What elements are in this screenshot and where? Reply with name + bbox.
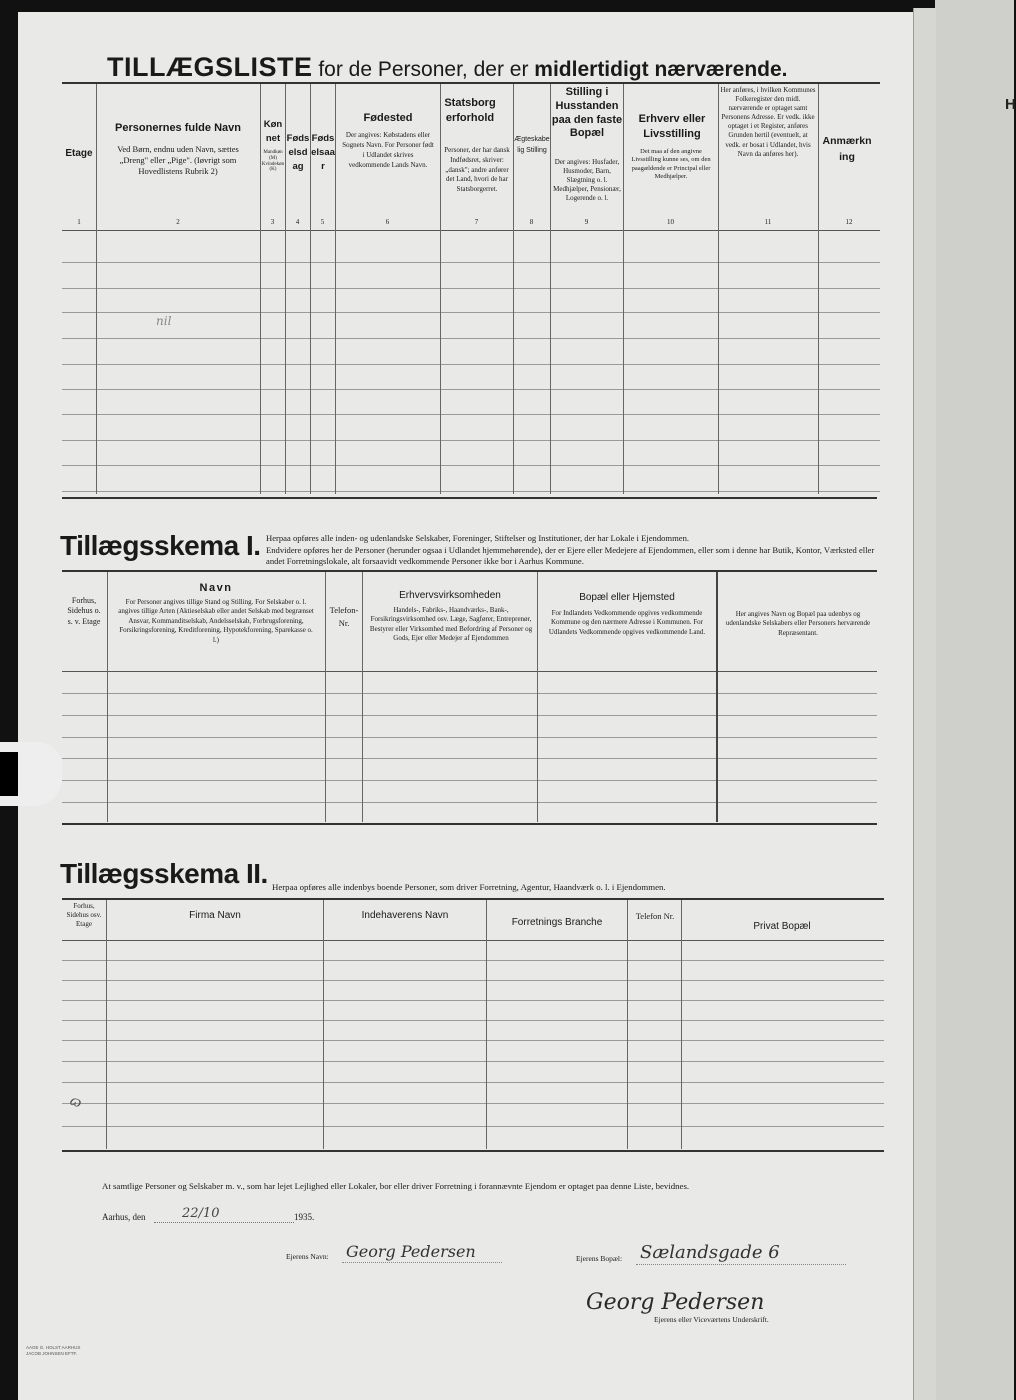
- skema1-col-etage: Forhus, Sidehus o. s. v. Etage: [67, 596, 101, 626]
- col-household-desc: Der angives: Husfader, Husmoder, Barn, Slægtning o. l. Medhjælper, Pensionær, Logerende o. l.: [553, 158, 621, 203]
- footer-statement: At samtlige Personer og Selskaber m. v., som har lejet Lejlighed eller Lokaler, bor eller driver Forretning i forannævnte Ejendom er optaget paa denne Liste, bevidnes.: [102, 1181, 690, 1191]
- signature-handwritten: Georg Pedersen: [586, 1290, 765, 1315]
- skema2-handwritten-mark: ɷ: [67, 1092, 84, 1112]
- col-marital-header: Ægteskabelig Stilling: [514, 136, 550, 155]
- skema1-col-business-header: Erhvervsvirksomheden: [399, 590, 501, 601]
- col-occupation-header: Erhverv eller Livsstilling: [638, 113, 706, 140]
- col-num-7: 7: [474, 218, 479, 226]
- col-etage-header: Etage: [65, 148, 93, 159]
- col-remark-header: Anmærkning: [822, 135, 872, 163]
- skema2-col-etage: Forhus, Sidehus osv. Etage: [66, 902, 102, 928]
- owner-name-label: Ejerens Navn:: [286, 1252, 329, 1261]
- date-line: [102, 1206, 322, 1224]
- skema1-col-representative-desc: Her angives Navn og Bopæl paa udenbys og udenlandske Selskabers eller Personers herværende Repræsentant.: [725, 610, 871, 637]
- date-handwritten: 22/10: [182, 1206, 220, 1221]
- col-birthplace-header: Fødested: [363, 112, 413, 124]
- col-sex-header: Kønnet: [263, 119, 283, 145]
- skema1-col-residence-header: Bopæl eller Hjemsted: [579, 592, 675, 603]
- col-num-1: 1: [77, 218, 81, 226]
- date-place-label: Aarhus, den: [102, 1212, 146, 1222]
- tab-shadow: [0, 752, 18, 796]
- col-citizenship-desc: Personer, der har dansk Indfødsret, skriver: „dansk"; andre anfører det Land, hvori de har Statsborgerret.: [444, 146, 510, 194]
- main-title: [107, 52, 847, 83]
- skema2-intro: Herpaa opføres alle indenbys boende Personer, som driver Forretning, Agentur, Haandværk o. l. i Ejendommen.: [272, 882, 666, 892]
- col-birthyear-header: Fødselsaar: [311, 133, 335, 172]
- page-edge: [913, 8, 936, 1400]
- col-birthday-header: Fødselsdag: [286, 133, 310, 172]
- col-name-desc: Ved Børn, endnu uden Navn, sættes „Dreng" eller „Pige". (Iøvrigt som Hovedlistens Rubrik 2): [117, 144, 239, 177]
- skema1-col-residence-desc: For Indlandets Vedkommende opgives vedkommende Kommune og den nærmere Adresse i Kommunen. For Udlandets Vedkommende opgives vedkommende Land.: [548, 609, 706, 636]
- skema1-intro-1: Herpaa opføres alle inden- og udenlandske Selskaber, Foreninger, Stiftelser og Institutioner, der har Lokale i Ejendommen.: [266, 533, 690, 543]
- col-num-5: 5: [320, 218, 325, 226]
- col-name-header: Personernes fulde Navn: [115, 122, 241, 134]
- skema1-title: Tillægsskema I.: [60, 530, 261, 561]
- col-birthplace-desc: Der angives: Købstadens eller Sognets Navn. For Personer født i Udlandet skrives vedkommende Lands Navn.: [342, 131, 434, 170]
- printer-imprint: AAGE G. HOLST AARHUS JACOB JOHNSEN EFTF.: [26, 1345, 81, 1356]
- col-num-12: 12: [845, 218, 853, 226]
- signature-label: Ejerens eller Viceværtens Underskrift.: [654, 1315, 769, 1324]
- col-num-3: 3: [270, 218, 275, 226]
- owner-address-label: Ejerens Bopæl:: [576, 1254, 623, 1263]
- skema2-col-owner-name: Indehaverens Navn: [361, 910, 449, 921]
- skema2-col-branch: Forretnings Branche: [511, 917, 603, 928]
- col-num-9: 9: [584, 218, 589, 226]
- col-num-4: 4: [295, 218, 300, 226]
- next-page: [935, 0, 1014, 1400]
- skema2-col-phone: Telefon Nr.: [635, 911, 675, 921]
- owner-address-row: [576, 1242, 846, 1268]
- skema1-col-business-desc: Handels-, Fabriks-, Haandværks-, Bank-, Forsikringsvirksomhed osv. Læge, Sagfører, Entreprenør, Bestyrer eller Virksomhed med Befordring af Personer og Gods, Ejer eller Medejer af Ejendommen: [369, 606, 533, 643]
- col-num-10: 10: [667, 218, 674, 226]
- skema1-col-phone: Telefon-Nr.: [329, 605, 359, 628]
- col-sex-desc: Mandkøn (M) Kvindekøn (K): [261, 150, 285, 173]
- col-citizenship-header: Statsborgerforhold: [444, 97, 496, 124]
- col-num-8: 8: [529, 218, 534, 226]
- col-occupation-desc: Det maa af den angivne Livsstilling kunne ses, om den paagældende er Principal eller Medhjælper.: [631, 148, 711, 181]
- next-page-letter: H: [1005, 96, 1016, 113]
- title-normal: for de Personer, der er: [312, 58, 535, 81]
- title-bold-2: midlertidigt nærværende.: [534, 58, 788, 81]
- list-handwritten-mark: nil: [156, 314, 172, 328]
- skema1-col-name-header: Navn: [199, 582, 233, 594]
- col-household-header: Stilling i Husstanden paa den faste Bopæl: [551, 86, 623, 140]
- owner-name-row: [286, 1242, 536, 1268]
- skema2-col-private-address: Privat Bopæl: [753, 921, 811, 932]
- owner-name-handwritten: Georg Pedersen: [346, 1242, 476, 1261]
- col-num-11: 11: [764, 218, 772, 226]
- date-year: 1935.: [294, 1212, 315, 1222]
- skema1-col-name-desc: For Personer angives tillige Stand og Stilling. For Selskaber o. l. angives tillige Arten (Aktieselskab eller andet Selskab med begrænset Ansvar, Kommanditselskab, Andelsselskab, Forbrugsforening, Forsikringsforening, Kreditforening, Hypotekforening, Sparekasse o. l.): [118, 598, 314, 644]
- col-address-desc: Her anføres, i hvilken Kommunes Folkeregister den midl. nærværende er optaget samt Personens Adresse. Er vedk. ikke optaget i et Register, anføres Grunden hertil (eventuelt, at vedk. er bosat i Udlandet, hvis Navn da anføres her).: [720, 86, 816, 158]
- col-num-2: 2: [176, 218, 180, 226]
- skema1-intro-2: Endvidere opføres her de Personer (herunder ogsaa i Udlandet hjemmehørende), der er Ejere eller Medejere af Ejendommen, eller som i denne har Butik, Kontor, Værksted eller andet Forretningslokale, alt forsaavidt vedkommende Personer ikke bor i Aarhus Kommune.: [266, 545, 875, 567]
- skema2-col-firm-name: Firma Navn: [189, 910, 241, 921]
- col-num-6: 6: [385, 218, 390, 226]
- skema2-title: Tillægsskema II.: [60, 858, 268, 889]
- title-bold-1: TILLÆGSLISTE: [107, 52, 313, 82]
- owner-address-handwritten: Sælandsgade 6: [640, 1242, 780, 1263]
